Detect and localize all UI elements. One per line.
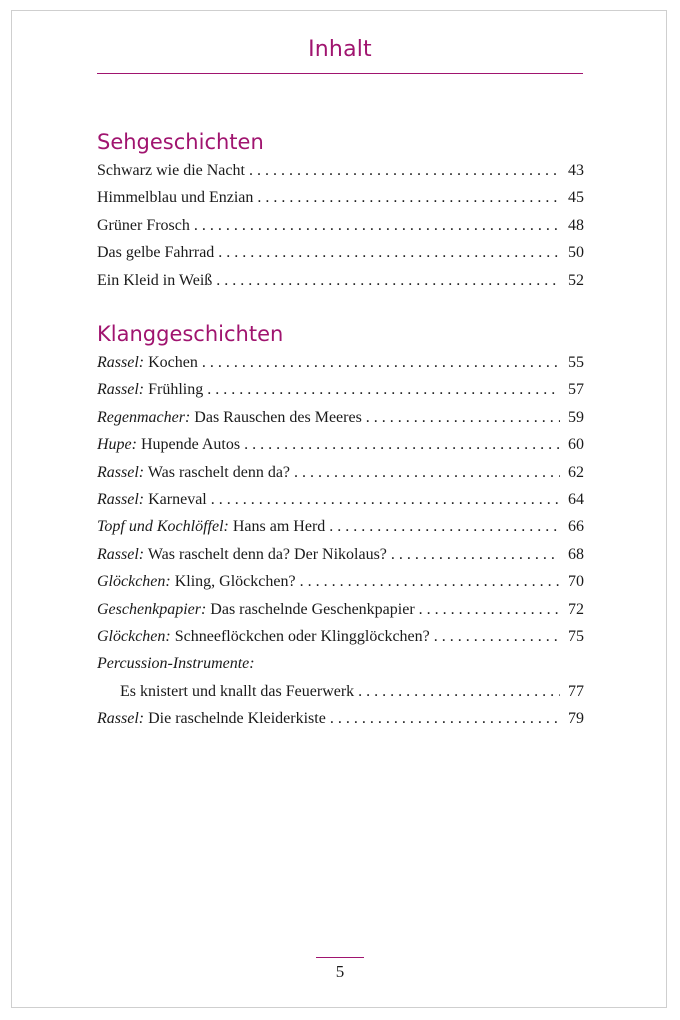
toc-entry-instrument: Regenmacher:: [97, 408, 191, 426]
toc-entry: [97, 436, 584, 463]
toc-entry-text: Die raschelnde Kleiderkiste: [148, 710, 326, 728]
section-heading-klanggeschichten: Klanggeschichten: [97, 322, 284, 346]
toc-entry-text: Ein Kleid in Weiß: [97, 271, 213, 289]
dot-leader: [329, 518, 560, 536]
toc-list-sehgeschichten: [97, 162, 584, 299]
toc-entry-page-number: 60: [568, 436, 584, 454]
dot-leader: [257, 189, 560, 207]
toc-entry-title: [97, 546, 387, 564]
toc-entry-page-number: 50: [568, 244, 584, 262]
toc-entry-title: [97, 573, 296, 591]
toc-entry-page-number: 55: [568, 354, 584, 371]
toc-entry: [97, 162, 584, 189]
toc-entry-text: Hans am Herd: [232, 518, 326, 536]
toc-entry: [97, 381, 584, 408]
toc-entry-title: [97, 464, 290, 482]
toc-entry-title: [97, 710, 326, 728]
toc-entry-instrument: Topf und Kochlöffel:: [97, 518, 229, 536]
toc-entry-text: Hupende Autos: [140, 436, 241, 454]
header-divider: [97, 73, 583, 74]
toc-entry-instrument: Glöckchen:: [97, 573, 171, 591]
dot-leader: [216, 272, 560, 290]
toc-entry-instrument: Hupe:: [97, 436, 137, 454]
toc-entry: [97, 710, 584, 737]
toc-entry-title: [97, 354, 198, 372]
dot-leader: [194, 217, 560, 235]
toc-entry: [97, 546, 584, 573]
dot-leader: [249, 162, 560, 180]
toc-entry-page-number: 57: [568, 381, 584, 399]
toc-entry: [97, 272, 584, 299]
toc-entry: [97, 655, 584, 682]
toc-entry: [97, 217, 584, 244]
toc-entry-text: Frühling: [148, 381, 204, 399]
toc-entry-title: [97, 409, 362, 427]
toc-entry-page-number: 68: [568, 545, 584, 563]
toc-entry-title: [97, 217, 190, 235]
toc-entry-page-number: 59: [568, 408, 584, 426]
footer-divider: [316, 957, 364, 958]
dot-leader: [300, 573, 560, 591]
dot-leader: [358, 683, 560, 701]
toc-entry-title: [97, 272, 212, 290]
toc-entry-page-number: 79: [568, 710, 584, 728]
toc-entry-text: Das gelbe Fahrrad: [97, 244, 215, 262]
toc-entry-page-number: 75: [568, 627, 584, 645]
toc-entry-page-number: 77: [568, 682, 584, 700]
dot-leader: [294, 464, 560, 482]
toc-entry: [97, 683, 584, 710]
toc-entry-text: Kochen: [148, 354, 198, 371]
toc-entry-instrument: Rassel:: [97, 545, 145, 563]
toc-entry-text: Grüner Frosch: [97, 216, 190, 234]
toc-entry-text: Es knistert und knallt das Feuerwerk: [120, 682, 355, 700]
dot-leader: [211, 491, 560, 509]
toc-entry-text: Das Rauschen des Meeres: [194, 408, 362, 426]
toc-entry-instrument: Rassel:: [97, 381, 145, 399]
toc-entry-text: Was raschelt denn da?: [147, 463, 291, 481]
dot-leader: [207, 381, 560, 399]
toc-entry-title: [97, 244, 214, 262]
toc-entry: [97, 464, 584, 491]
dot-leader: [366, 409, 560, 427]
toc-entry-instrument: Rassel:: [97, 710, 145, 728]
dot-leader: [391, 546, 560, 564]
toc-entry-title: [97, 601, 415, 619]
toc-entry-title: [97, 436, 240, 454]
toc-entry-page-number: 43: [568, 162, 584, 179]
toc-entry-page-number: 52: [568, 271, 584, 289]
toc-entry-instrument: Rassel:: [97, 490, 145, 508]
toc-entry-instrument: Percussion-Instrumente:: [97, 655, 255, 673]
page-number: 5: [335, 962, 345, 981]
dot-leader: [202, 354, 560, 372]
toc-entry-title: [97, 518, 325, 536]
toc-entry-page-number: 45: [568, 189, 584, 207]
toc-list-klanggeschichten: [97, 354, 584, 737]
toc-entry: [97, 518, 584, 545]
toc-entry-title: [97, 189, 253, 207]
dot-leader: [434, 628, 560, 646]
dot-leader: [244, 436, 560, 454]
dot-leader: [330, 710, 560, 728]
toc-entry-instrument: Rassel:: [97, 354, 145, 371]
toc-entry-text: Schwarz wie die Nacht: [97, 162, 245, 179]
toc-entry-text: Himmelblau und Enzian: [97, 189, 254, 207]
dot-leader: [419, 601, 560, 619]
toc-entry: [97, 628, 584, 655]
toc-entry-text: Karneval: [148, 490, 207, 508]
toc-entry-instrument: Rassel:: [97, 463, 145, 481]
toc-entry-title: [97, 628, 430, 646]
toc-entry: [97, 354, 584, 381]
toc-entry-title: [97, 381, 203, 399]
toc-entry-instrument: Glöckchen:: [97, 627, 171, 645]
dot-leader: [218, 244, 560, 262]
toc-entry-title: [97, 162, 245, 180]
toc-entry-text: Kling, Glöckchen?: [174, 573, 296, 591]
toc-entry-page-number: 70: [568, 573, 584, 591]
toc-entry-page-number: 48: [568, 216, 584, 234]
toc-entry-title: [97, 683, 354, 701]
toc-entry-title: [97, 655, 255, 673]
toc-entry-page-number: 64: [568, 490, 584, 508]
toc-entry-title: [97, 491, 207, 509]
toc-entry: [97, 601, 584, 628]
toc-entry-page-number: 72: [568, 600, 584, 618]
toc-entry-text: Was raschelt denn da? Der Nikolaus?: [147, 545, 387, 563]
toc-entry: [97, 491, 584, 518]
toc-entry-text: Das raschelnde Geschenkpapier: [210, 600, 415, 618]
toc-entry-page-number: 66: [568, 518, 584, 536]
toc-entry-text: Schneeflöckchen oder Klingglöckchen?: [174, 627, 430, 645]
page-title: Inhalt: [308, 37, 372, 62]
toc-entry-page-number: 62: [568, 463, 584, 481]
toc-entry: [97, 189, 584, 216]
toc-entry: [97, 573, 584, 600]
section-heading-sehgeschichten: Sehgeschichten: [97, 130, 264, 154]
toc-entry-instrument: Geschenkpapier:: [97, 600, 207, 618]
toc-entry: [97, 409, 584, 436]
toc-entry: [97, 244, 584, 271]
